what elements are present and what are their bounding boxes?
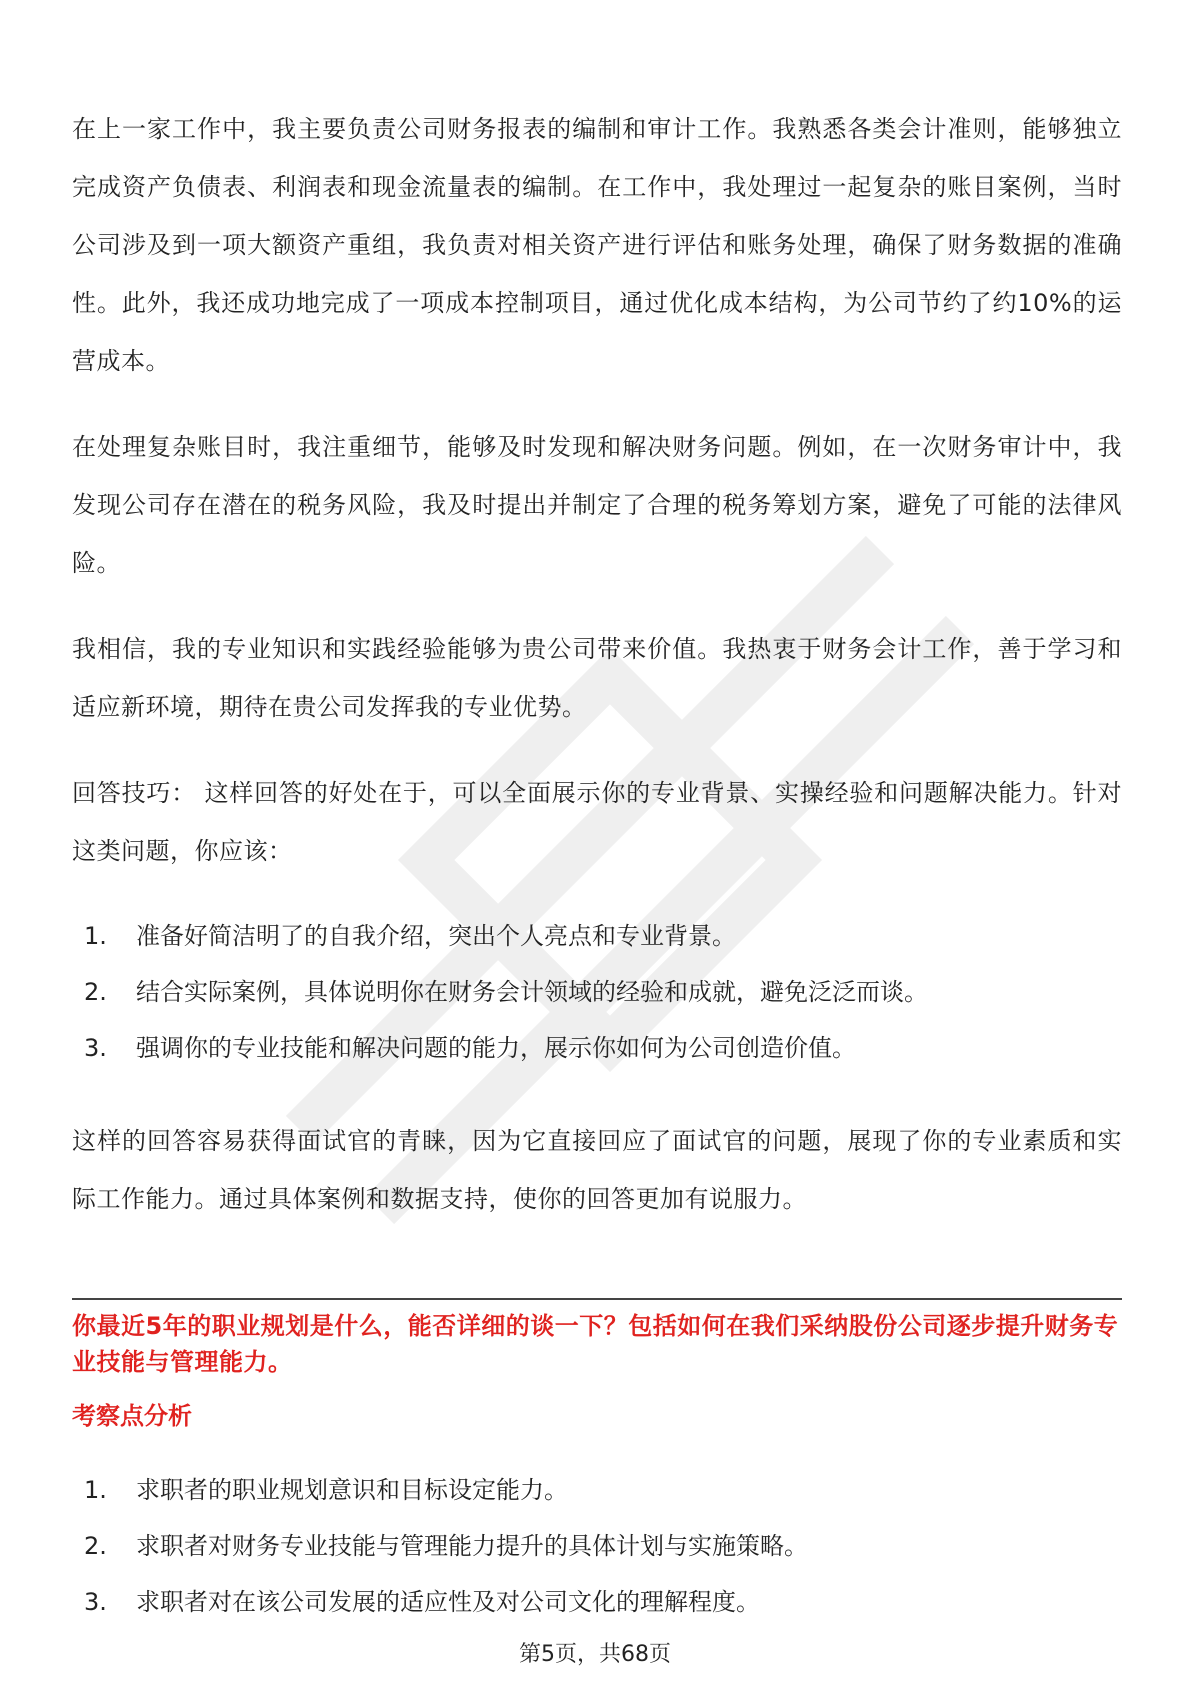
analysis-heading: 考察点分析 (72, 1402, 192, 1430)
list-item (84, 1020, 1122, 1076)
list-item (84, 908, 1122, 964)
list-text: 求职者对在该公司发展的适应性及对公司文化的理解程度。 (136, 1588, 760, 1616)
list-item (84, 1462, 1122, 1518)
list-text: 准备好简洁明了的自我介绍，突出个人亮点和专业背景。 (136, 922, 736, 950)
page-indicator: 第5页，共68页 (519, 1642, 671, 1667)
list-number: 1. (84, 1476, 107, 1504)
list-text: 结合实际案例，具体说明你在财务会计领域的经验和成就，避免泛泛而谈。 (136, 978, 928, 1006)
section-divider (72, 1298, 1122, 1300)
paragraph-experience: 在上一家工作中，我主要负责公司财务报表的编制和审计工作。我熟悉各类会计准则，能够独立完成资产负债表、利润表和现金流量表的编制。在工作中，我处理过一起复杂的账目案例，当时公司涉及到一项大额资产重组，我负责对相关资产进行评估和账务处理，确保了财务数据的准确性。此外，我还成功地完成了一项成本控制项目，通过优化成本结构，为公司节约了约10%的运营成本。 (72, 115, 1122, 375)
paragraph-value: 我相信，我的专业知识和实践经验能够为贵公司带来价值。我热衷于财务会计工作，善于学习和适应新环境，期待在贵公司发挥我的专业优势。 (72, 635, 1122, 721)
paragraph-detail-handling: 在处理复杂账目时，我注重细节，能够及时发现和解决财务问题。例如，在一次财务审计中，我发现公司存在潜在的税务风险，我及时提出并制定了合理的税务筹划方案，避免了可能的法律风险。 (72, 433, 1122, 577)
list-number: 2. (84, 1532, 107, 1560)
list-text: 强调你的专业技能和解决问题的能力，展示你如何为公司创造价值。 (136, 1034, 856, 1062)
list-text: 求职者的职业规划意识和目标设定能力。 (136, 1476, 568, 1504)
list-number: 3. (84, 1034, 107, 1062)
tips-list (72, 908, 1122, 1076)
analysis-list (72, 1462, 1122, 1630)
list-number: 2. (84, 978, 107, 1006)
list-item (84, 1574, 1122, 1630)
list-number: 1. (84, 922, 107, 950)
list-text: 求职者对财务专业技能与管理能力提升的具体计划与实施策略。 (136, 1532, 808, 1560)
paragraph-closing: 这样的回答容易获得面试官的青睐，因为它直接回应了面试官的问题，展现了你的专业素质和实际工作能力。通过具体案例和数据支持，使你的回答更加有说服力。 (72, 1127, 1122, 1213)
list-item (84, 964, 1122, 1020)
page-content (72, 100, 1122, 1256)
list-item (84, 1518, 1122, 1574)
list-number: 3. (84, 1588, 107, 1616)
question-heading: 你最近5年的职业规划是什么，能否详细的谈一下？包括如何在我们采纳股份公司逐步提升财务专业技能与管理能力。 (72, 1312, 1119, 1376)
paragraph-answer-tips: 回答技巧： 这样回答的好处在于，可以全面展示你的专业背景、实操经验和问题解决能力。针对这类问题，你应该： (72, 779, 1122, 865)
